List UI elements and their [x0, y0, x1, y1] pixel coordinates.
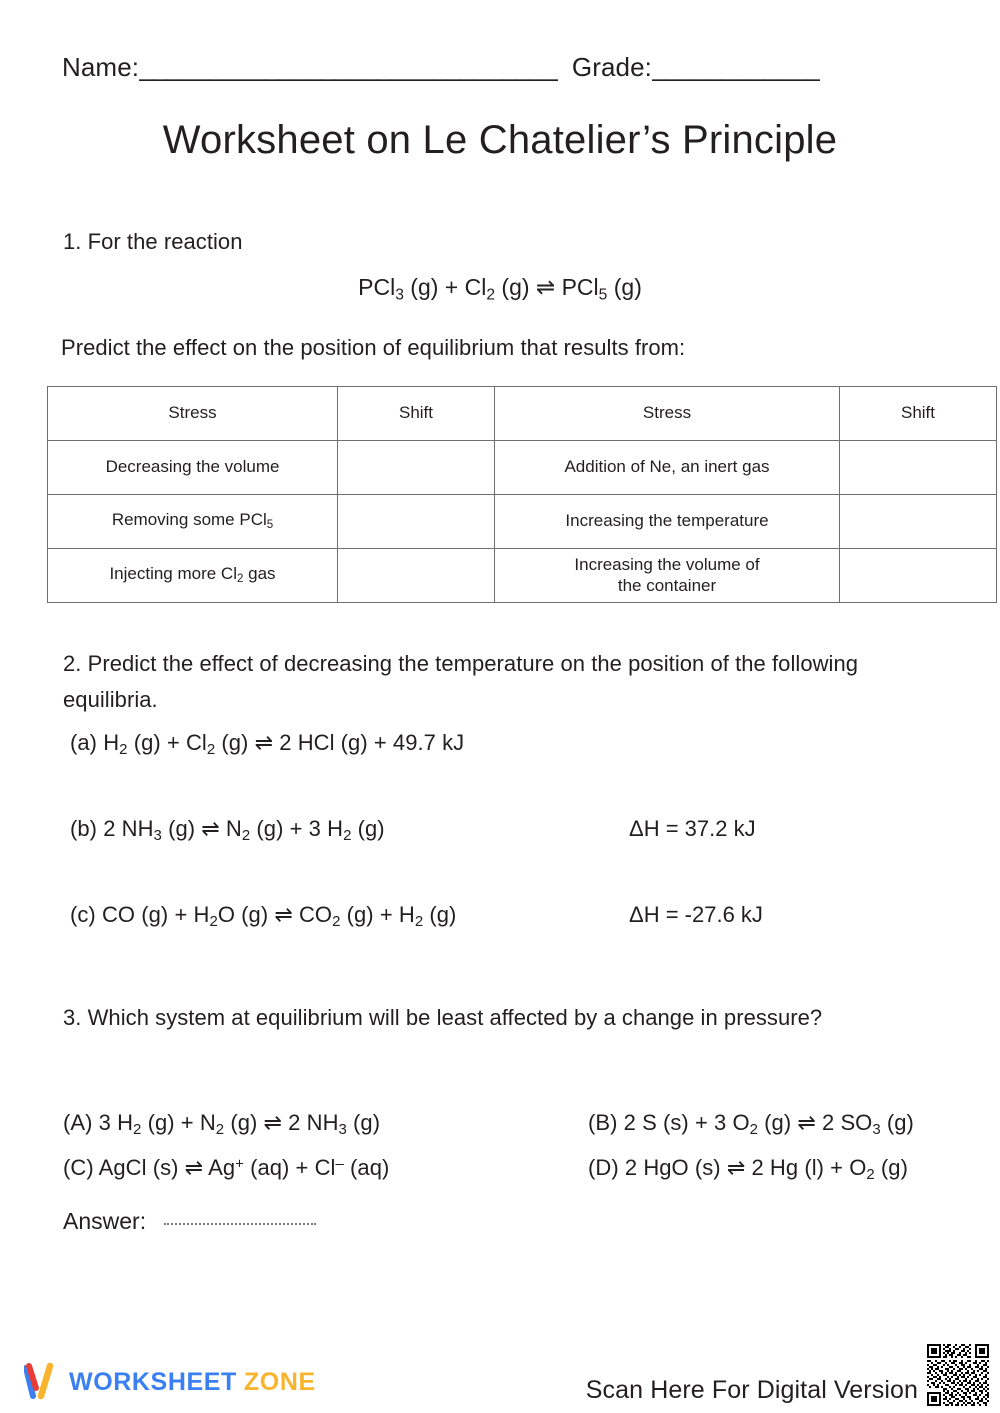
table-row	[48, 441, 997, 495]
question-2-item-c	[70, 902, 456, 930]
question-2-prompt: 2. Predict the effect of decreasing the temperature on the position of the following equilibria.	[63, 651, 859, 712]
scan-instruction-text: Scan Here For Digital Version	[585, 1376, 918, 1404]
option-label-c: (C)	[63, 1155, 94, 1180]
brand-worksheet-text: WORKSHEET	[69, 1367, 237, 1396]
answer-input-line[interactable]	[164, 1223, 316, 1225]
question-2-item-a	[70, 730, 464, 758]
brand-wordmark	[69, 1368, 316, 1397]
cell-stress-right: Increasing the volume of the container	[495, 549, 840, 603]
cell-stress-right: Addition of Ne, an inert gas	[495, 441, 840, 495]
question-1-subprompt: Predict the effect on the position of equilibrium that results from:	[61, 335, 686, 360]
header-shift-right: Shift	[840, 387, 997, 441]
table-header-row	[48, 387, 997, 441]
cell-stress-left: Injecting more $Cl_2$ gas	[48, 549, 338, 603]
option-label-a: (A)	[63, 1110, 93, 1135]
delta-h-b: ΔH = 37.2 kJ	[629, 816, 756, 841]
cell-stress-left: Decreasing the volume	[48, 441, 338, 495]
item-equation-c: CO $(g) + H_2O$ (g) ⇌ $CO_2$ $(g) + H_2$ (g)	[101, 902, 457, 931]
page-title: Worksheet on Le Chatelier’s Principle	[162, 118, 838, 162]
option-equation-a: 3 $H_2$ $(g) + N_2$ (g) ⇌ 2 $NH_3$ (g)	[98, 1110, 381, 1139]
question-2-item-b	[70, 816, 385, 844]
item-label-a: (a)	[70, 730, 98, 755]
answer-label: Answer:	[63, 1208, 147, 1234]
item-label-c: (c)	[70, 902, 96, 927]
cell-stress-right: Increasing the temperature	[495, 495, 840, 549]
name-label: Name:	[62, 52, 140, 82]
cell-stress-left: Removing some PCl$_5$	[48, 495, 338, 549]
question-1-prompt: 1. For the reaction	[63, 229, 243, 254]
cell-shift-left[interactable]	[338, 441, 495, 495]
worksheet-zone-logo-icon	[24, 1362, 58, 1402]
question-3-option-a[interactable]	[63, 1110, 380, 1138]
student-info-bar	[62, 52, 940, 83]
cell-shift-left[interactable]	[338, 549, 495, 603]
brand-logo	[24, 1362, 316, 1402]
option-equation-d: 2 HgO (s) ⇌ 2 Hg $(l) + O_2$ (g)	[624, 1155, 908, 1184]
cell-shift-right[interactable]	[840, 549, 997, 603]
stress-shift-table	[47, 386, 997, 603]
question-3-option-b[interactable]	[588, 1110, 914, 1138]
name-blank-line[interactable]: ______________________________	[139, 52, 558, 82]
brand-zone-text: ZONE	[243, 1367, 316, 1396]
header-shift-left: Shift	[338, 387, 495, 441]
answer-row	[63, 1208, 316, 1235]
header-stress-left: Stress	[48, 387, 338, 441]
grade-label: Grade:	[571, 52, 652, 82]
table-row	[48, 495, 997, 549]
cell-shift-left[interactable]	[338, 495, 495, 549]
question-3-option-d[interactable]	[588, 1155, 908, 1183]
option-equation-c: AgCl (s) ⇌ Ag+ (aq) + Cl– (aq)	[98, 1155, 390, 1180]
question-3-option-c[interactable]	[63, 1155, 389, 1181]
cell-shift-right[interactable]	[840, 441, 997, 495]
delta-h-c: ΔH = -27.6 kJ	[629, 902, 763, 927]
item-equation-a: $H_2$ $(g) + Cl_2$ (g) ⇌ 2 HCl (g) + 49.7 kJ	[103, 730, 465, 759]
option-label-d: (D)	[588, 1155, 619, 1180]
table-row	[48, 549, 997, 603]
header-stress-right: Stress	[495, 387, 840, 441]
item-label-b: (b)	[70, 816, 98, 841]
stress-shift-table-wrapper	[47, 386, 944, 603]
equation-text: PCl$_3$ $(g) + Cl_2$ (g) ⇌ PCl$_5$ (g)	[358, 274, 642, 304]
question-1-equation	[0, 274, 1000, 304]
option-equation-b: 2 S (s) + 3 $O_2$ (g) ⇌ 2 $SO_3$ (g)	[623, 1110, 914, 1139]
question-3-prompt: 3. Which system at equilibrium will be least affected by a change in pressure?	[63, 1005, 823, 1030]
cell-shift-right[interactable]	[840, 495, 997, 549]
grade-blank-line[interactable]: ____________	[651, 52, 820, 82]
qr-code-icon[interactable]	[925, 1342, 991, 1408]
option-label-b: (B)	[588, 1110, 618, 1135]
item-equation-b: 2 $NH_3$ (g) ⇌ $N_2$ (g) + 3 $H_2$ (g)	[103, 816, 385, 845]
